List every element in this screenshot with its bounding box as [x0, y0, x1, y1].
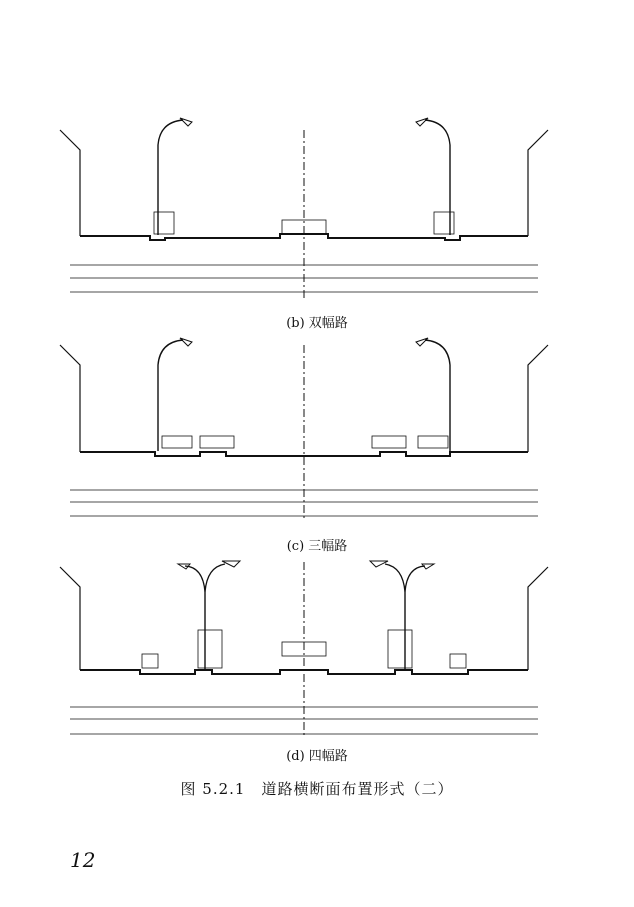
lamp-head-left-a [178, 564, 190, 569]
cross-section-d [0, 552, 634, 752]
lamp-head-left [180, 338, 192, 346]
lamp-arm-left-b [205, 564, 225, 592]
page-number: 12 [70, 848, 96, 872]
cross-section-c [0, 330, 634, 530]
lamp-head-right-b [422, 564, 434, 569]
dim-box-left [154, 212, 174, 234]
lamp-post-left [158, 120, 183, 235]
lamp-post-right [425, 120, 450, 235]
dim-box-right-sc [450, 654, 466, 668]
dim-box-right-2 [372, 436, 406, 448]
lamp-arm-left-a [185, 566, 205, 592]
panel-caption-c: (c) 三幅路 [286, 539, 348, 554]
lamp-arm-right-b [405, 566, 425, 592]
dim-box-left-2 [200, 436, 234, 448]
lamp-head-left [180, 118, 192, 126]
lamp-post-left [158, 340, 183, 451]
left-building-edge [60, 345, 80, 452]
panel-caption-b: (b) 双幅路 [286, 316, 348, 331]
left-building-edge [60, 567, 80, 670]
figure-title: 图 5.2.1 道路横断面布置形式（二） [180, 780, 454, 798]
lamp-arm-right-a [385, 564, 405, 592]
dim-box-right [434, 212, 454, 234]
panel-caption-d: (d) 四幅路 [286, 749, 348, 764]
cross-section-b [0, 110, 634, 310]
dim-box-left-sc [142, 654, 158, 668]
lamp-head-right [416, 338, 428, 346]
right-building-edge [528, 130, 548, 236]
dim-box-right-sb [388, 630, 412, 668]
lamp-head-right [416, 118, 428, 126]
right-building-edge [528, 345, 548, 452]
dim-box-left [162, 436, 192, 448]
left-building-edge [60, 130, 80, 236]
dim-box-right [418, 436, 448, 448]
lamp-post-right [425, 340, 450, 451]
right-building-edge [528, 567, 548, 670]
dim-box-left-sb [198, 630, 222, 668]
